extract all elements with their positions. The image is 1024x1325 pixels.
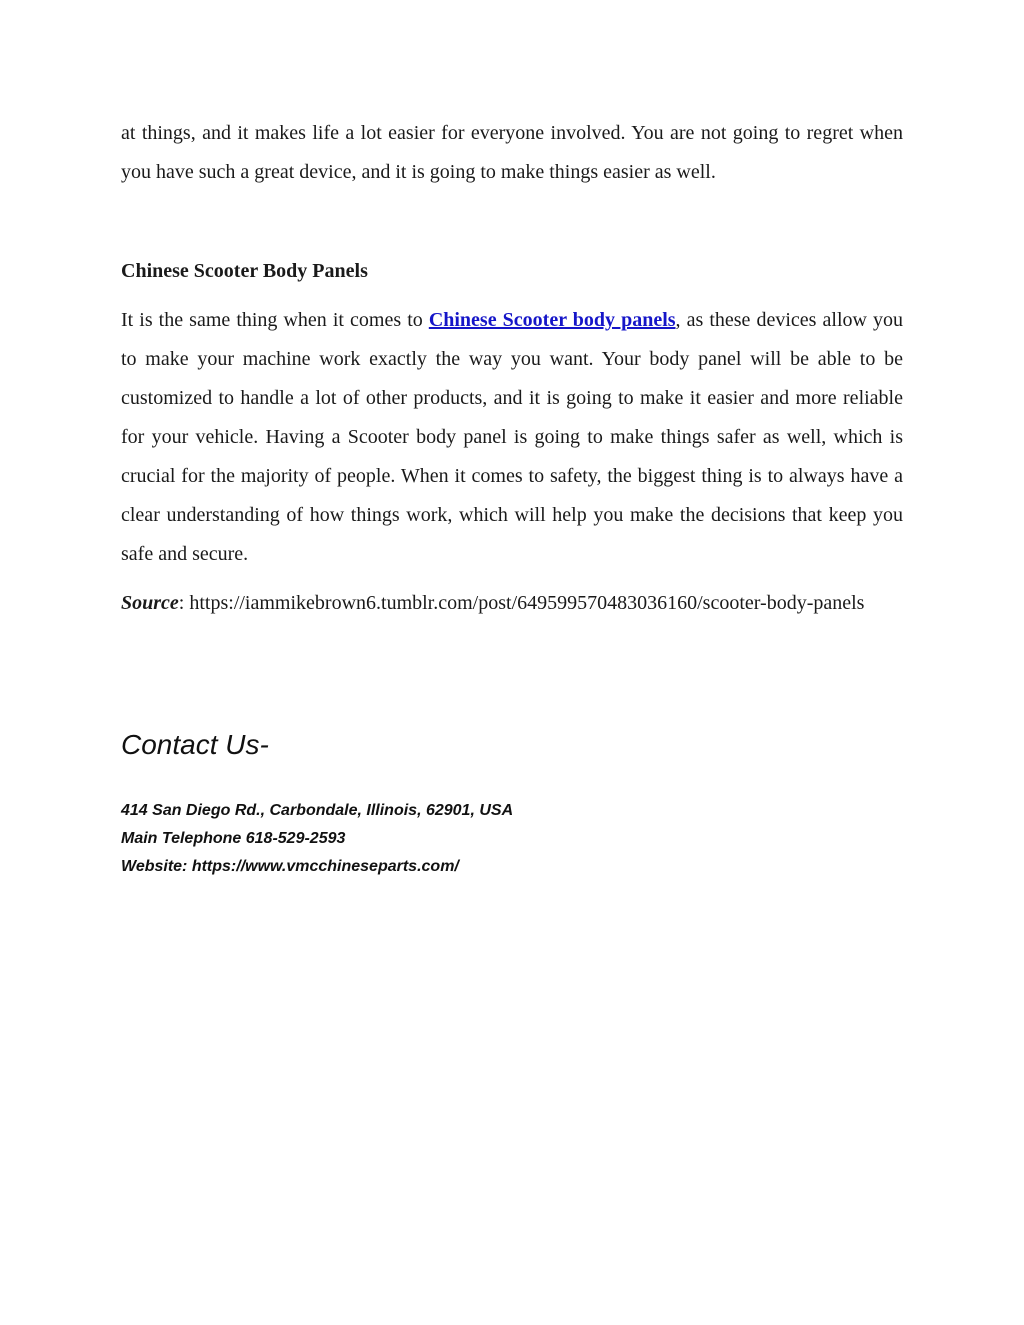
contact-details [121, 797, 513, 881]
source-url: https://iammikebrown6.tumblr.com/post/649599570483036160/scooter-body-panels [189, 592, 865, 614]
contact-telephone: Main Telephone 618-529-2593 [121, 830, 346, 847]
body-text-before-link: It is the same thing when it comes to [121, 309, 429, 331]
intro-paragraph: at things, and it makes life a lot easier for everyone involved. You are not going to regret when you have such a great device, and it is going to make things easier as well. [121, 122, 903, 183]
source-label: Source [121, 592, 179, 614]
document-page [121, 114, 903, 875]
section-heading: Chinese Scooter Body Panels [121, 260, 368, 282]
contact-title: Contact Us- [121, 729, 269, 760]
source-separator: : [178, 592, 190, 614]
source-paragraph [121, 584, 903, 623]
contact-address: 414 San Diego Rd., Carbondale, Illinois, 62901, USA [121, 802, 514, 819]
body-text-after-link: , as these devices allow you to make your machine work exactly the way you want. Your body panel will be able to be customized to handle a lot of other products, and it is going to make it easier and more reliable for your vehicle. Having a Scooter body panel is going to make things safer as well, which is crucial for the majority of people. When it comes to safety, the biggest thing is to always have a clear understanding of how things work, which will help you make the decisions that keep you safe and secure. [121, 309, 903, 565]
contact-website: Website: https://www.vmcchineseparts.com/ [121, 858, 459, 875]
section-body-paragraph [121, 301, 903, 574]
chinese-scooter-body-panels-link[interactable]: Chinese Scooter body panels [428, 309, 676, 331]
